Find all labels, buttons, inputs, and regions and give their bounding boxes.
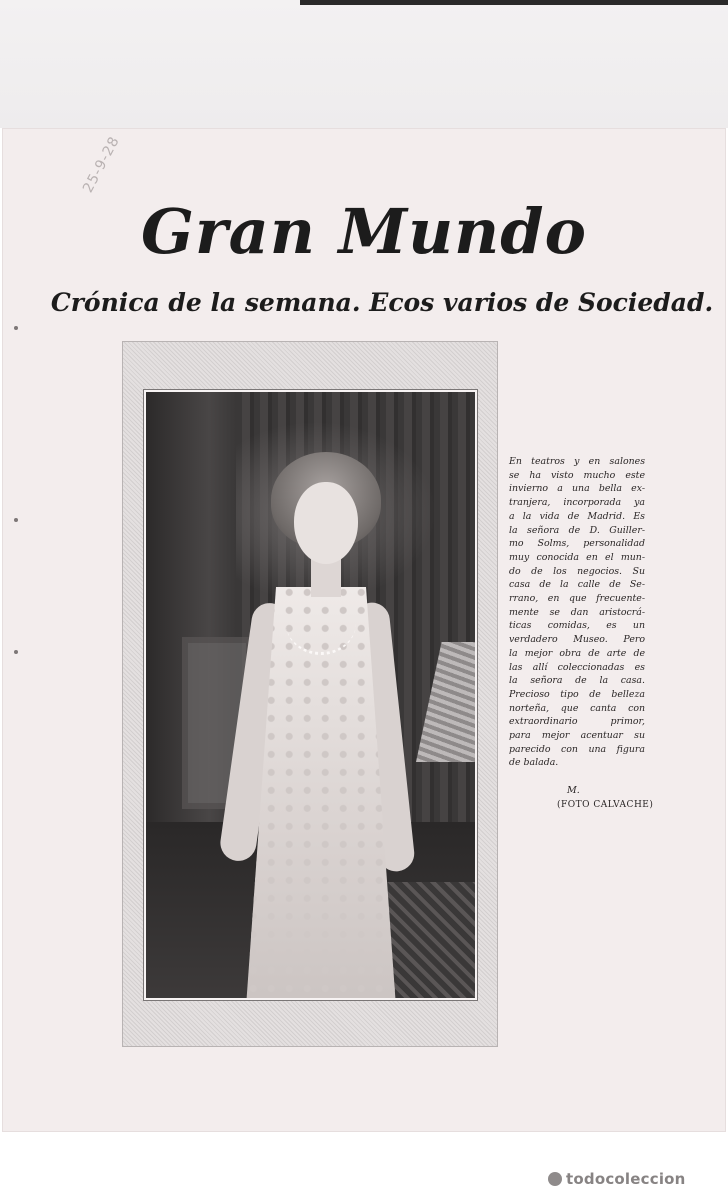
caption-line: tranjera, incorporada ya	[509, 497, 645, 509]
lamp-shade	[416, 642, 477, 762]
caption-line: Precioso tipo de belleza	[509, 688, 645, 700]
watermark-text: todocoleccion	[566, 1170, 686, 1188]
caption-line: casa de la calle de Se-	[509, 579, 645, 591]
scan-background	[0, 0, 728, 128]
face	[294, 482, 358, 564]
caption-line: do de los negocios. Su	[509, 565, 645, 577]
page-hole	[14, 326, 18, 330]
caption-line: ticas comidas, es un	[509, 620, 645, 632]
caption-line: la señora de la casa.	[509, 675, 645, 687]
author-signature: M.	[567, 785, 580, 796]
article-caption	[509, 455, 645, 770]
caption-line: invierno a una bella ex-	[509, 483, 645, 495]
caption-line: muy conocida en el mun-	[509, 551, 645, 563]
caption-line: a la vida de Madrid. Es	[509, 510, 645, 522]
page-hole	[14, 518, 18, 522]
caption-line: mo Solms, personalidad	[509, 538, 645, 550]
caption-line: mente se dan aristocrá-	[509, 606, 645, 618]
watermark-logo-icon	[548, 1172, 562, 1186]
caption-line: la mejor obra de arte de	[509, 647, 645, 659]
caption-line: parecido con una figura	[509, 743, 645, 755]
caption-line: rrano, en que frecuente-	[509, 593, 645, 605]
caption-line: norteña, que canta con	[509, 702, 645, 714]
portrait-photo	[144, 390, 477, 1000]
caption-line: las allí coleccionadas es	[509, 661, 645, 673]
photo-credit: (FOTO CALVACHE)	[557, 800, 654, 810]
scan-edge	[300, 0, 728, 5]
watermark	[548, 1170, 686, 1188]
caption-line: verdadero Museo. Pero	[509, 634, 645, 646]
caption-line: para mejor acentuar su	[509, 730, 645, 742]
caption-line: de balada.	[509, 757, 559, 769]
caption-line: la señora de D. Guiller-	[509, 524, 645, 536]
pencil-date-note: 25-9-28	[80, 133, 124, 196]
caption-line: se ha visto mucho este	[509, 469, 645, 481]
page-subtitle: Crónica de la semana. Ecos varios de Sociedad.	[50, 288, 714, 317]
page-title: Gran Mundo	[141, 195, 587, 268]
page-hole	[14, 650, 18, 654]
caption-line: En teatros y en salones	[509, 456, 645, 467]
pearl-necklace	[286, 592, 356, 655]
caption-line: extraordinario primor,	[509, 716, 645, 728]
woman-figure	[216, 452, 416, 1000]
